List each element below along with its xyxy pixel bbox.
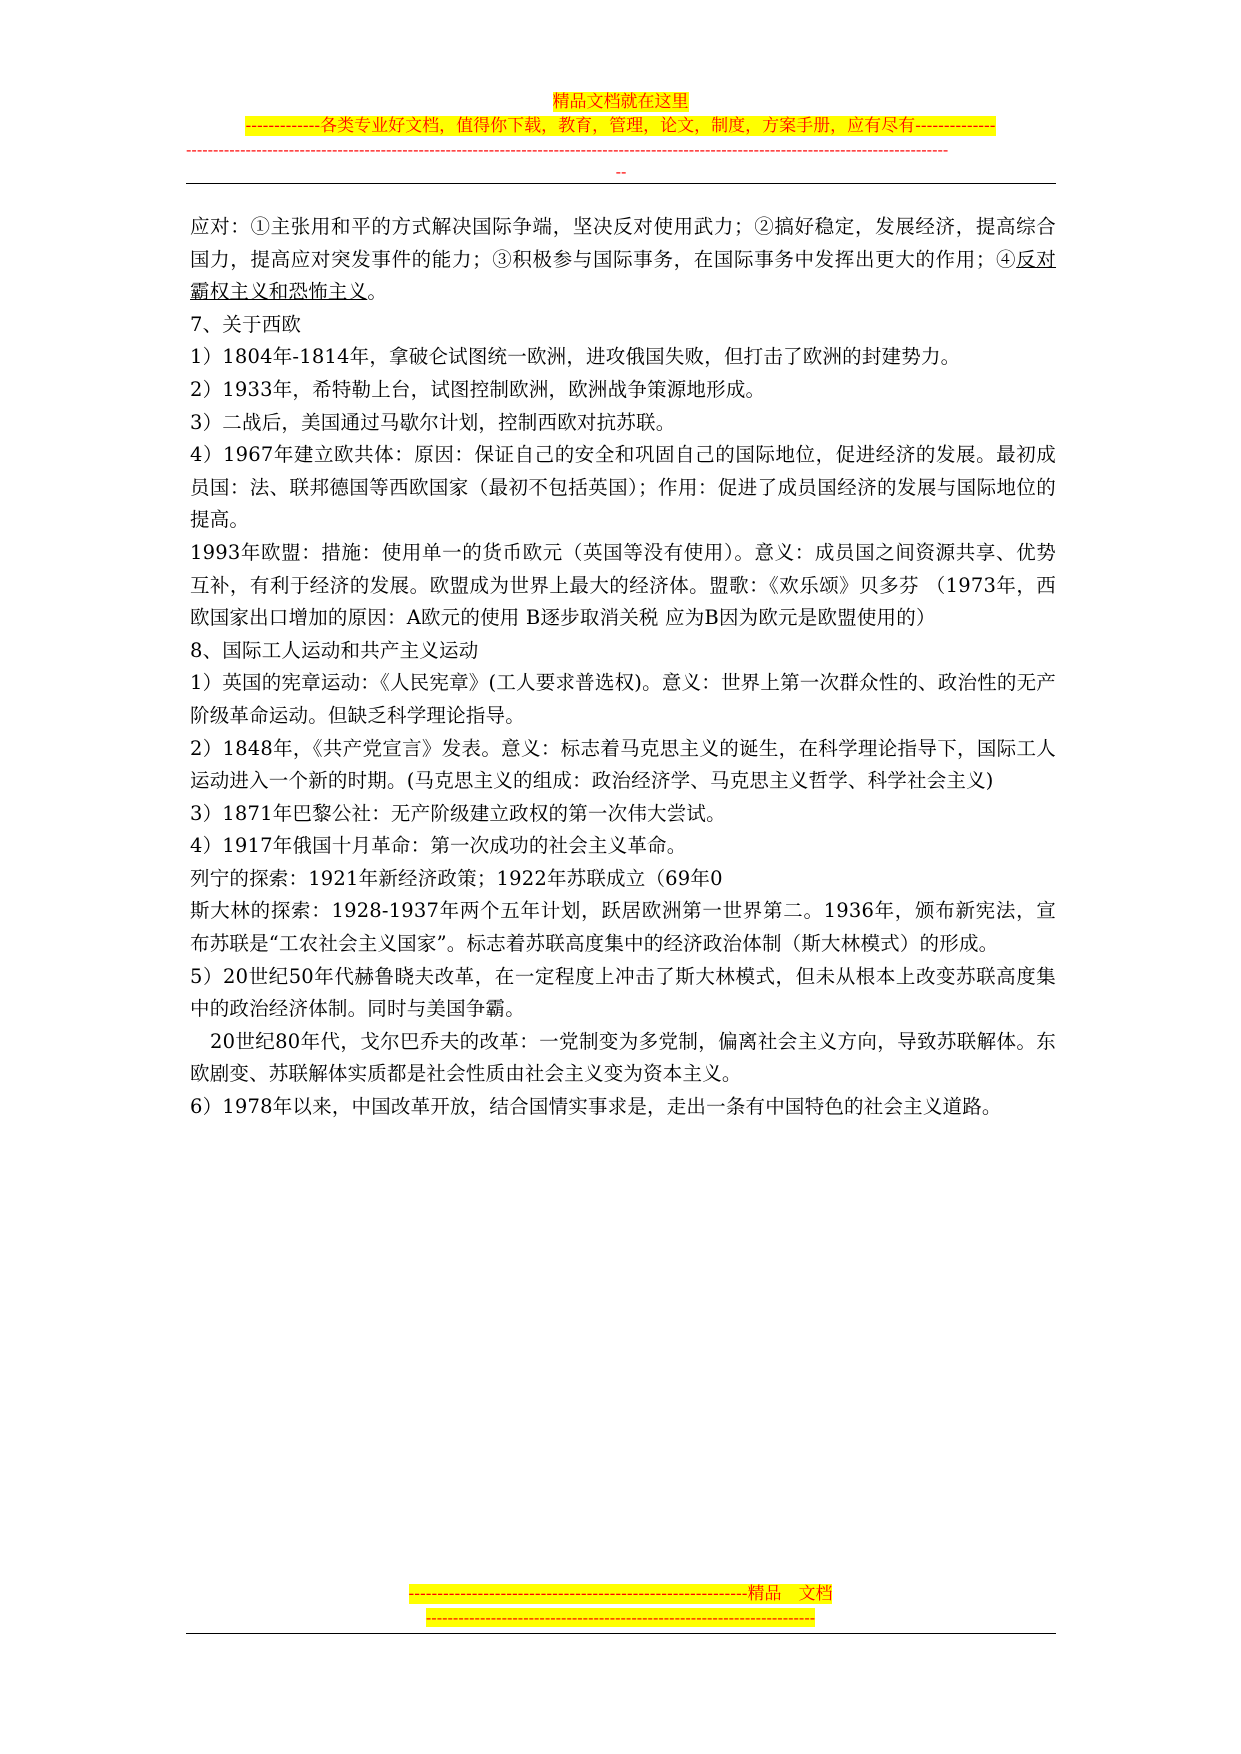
section-8-item-3: 3）1871年巴黎公社：无产阶级建立政权的第一次伟大尝试。 — [190, 801, 726, 825]
section-8-stalin: 斯大林的探索：1928-1937年两个五年计划，跃居欧洲第一世界第二。1936年，颁布新宪法，宣布苏联是“工农社会主义国家”。标志着苏联高度集中的经济政治体制（斯大林模式）的形成。 — [190, 899, 1056, 956]
header-subtitle-text: -------------各类专业好文档，值得你下载，教育，管理，论文，制度，方案手册，应有尽有-------------- — [245, 116, 996, 136]
header-rule — [186, 183, 1056, 184]
section-8-title: 8、国际工人运动和共产主义运动 — [190, 638, 479, 662]
section-7-title: 7、关于西欧 — [190, 312, 302, 336]
section-7-item-eu: 1993年欧盟：措施：使用单一的货币欧元（英国等没有使用）。意义：成员国之间资源共享、优势互补，有利于经济的发展。欧盟成为世界上最大的经济体。盟歌：《欢乐颂》贝多芬 （1973年，西欧国家出口增加的原因：A欧元的使用 B逐步取消关税 应为B因为欧元是欧盟使用的） — [190, 540, 1056, 630]
section-8-item-4: 4）1917年俄国十月革命：第一次成功的社会主义革命。 — [190, 834, 687, 858]
section-7-item-2: 2）1933年，希特勒上台，试图控制欧洲，欧洲战争策源地形成。 — [190, 377, 766, 401]
section-8-item-1: 1）英国的宪章运动：《人民宪章》(工人要求普选权)。意义：世界上第一次群众性的、政治性的无产阶级革命运动。但缺乏科学理论指导。 — [190, 671, 1056, 727]
paragraph-response — [190, 211, 1056, 309]
section-8-item-5: 5）20世纪50年代赫鲁晓夫改革，在一定程度上冲击了斯大林模式，但未从根本上改变苏联高度集中的政治经济体制。同时与美国争霸。 — [190, 964, 1056, 1021]
header-subtitle — [0, 114, 1241, 138]
footer-line-1-text: -----------------------------------------------------------精品 文档 — [408, 1584, 833, 1604]
header-dash-line: --------------------------------------------------------------------------------------------------------------------------------------------- — [186, 140, 949, 159]
header-title-text: 精品文档就在这里 — [552, 92, 689, 112]
footer-rule — [186, 1633, 1056, 1634]
section-8-item-2: 2）1848年，《共产党宣言》发表。意义：标志着马克思主义的诞生，在科学理论指导下，国际工人运动进入一个新的时期。(马克思主义的组成：政治经济学、马克思主义哲学、科学社会主义) — [190, 736, 1056, 793]
section-7-item-4: 4）1967年建立欧共体：原因：保证自己的安全和巩固自己的国际地位，促进经济的发展。最初成员国：法、联邦德国等西欧国家（最初不包括英国）；作用：促进了成员国经济的发展与国际地位的提高。 — [190, 443, 1056, 532]
footer-line-2-text: ------------------------------------------------------------------------ — [425, 1608, 816, 1627]
section-8-lenin: 列宁的探索：1921年新经济政策；1922年苏联成立（69年0 — [190, 866, 723, 890]
footer-line-1 — [0, 1582, 1241, 1606]
section-8-item-6: 6）1978年以来，中国改革开放，结合国情实事求是，走出一条有中国特色的社会主义道路。 — [190, 1095, 1002, 1119]
section-7-item-1: 1）1804年-1814年，拿破仑试图统一欧洲，进攻俄国失败，但打击了欧洲的封建势力。 — [190, 345, 961, 369]
section-7-item-3: 3）二战后，美国通过马歇尔计划，控制西欧对抗苏联。 — [190, 410, 676, 434]
response-text: 应对：①主张用和平的方式解决国际争端，坚决反对使用武力；②搞好稳定，发展经济，提高综合国力，提高应对突发事件的能力；③积极参与国际事务，在国际事务中发挥出更大的作用；④ — [190, 215, 1056, 271]
header-title — [0, 90, 1241, 114]
header-dash-tail: -- — [615, 162, 627, 181]
response-end: 。 — [367, 280, 388, 304]
document-body — [190, 211, 1056, 1124]
response-underlined-text: 反对霸权主义和恐怖主义 — [190, 247, 1057, 304]
section-8-gorbachev: 20世纪80年代，戈尔巴乔夫的改革：一党制变为多党制，偏离社会主义方向，导致苏联解体。东欧剧变、苏联解体实质都是社会性质由社会主义变为资本主义。 — [190, 1029, 1056, 1086]
footer-line-2 — [0, 1608, 1241, 1628]
